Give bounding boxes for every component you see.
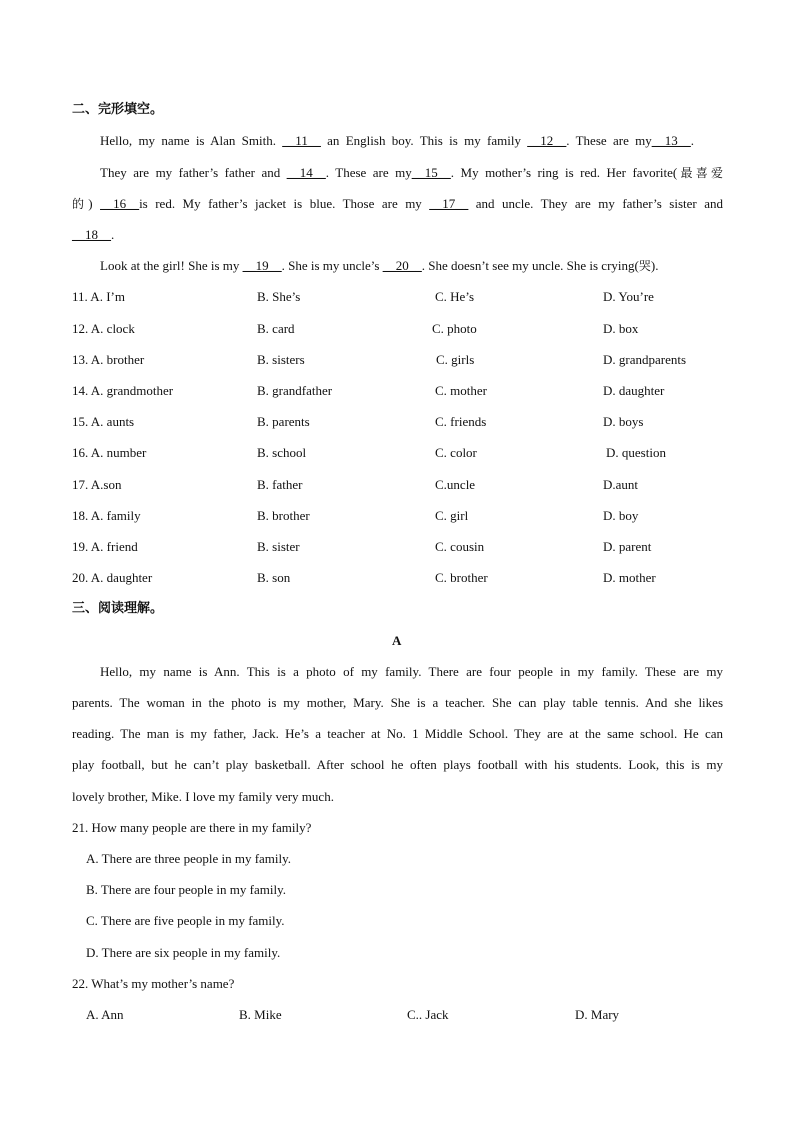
option-13-a[interactable]: 13. A. brother xyxy=(72,352,145,367)
option-12-a[interactable]: 12. A. clock xyxy=(72,321,135,336)
option-20-c[interactable]: C. brother xyxy=(435,570,488,585)
option-15-c[interactable]: C. friends xyxy=(435,414,487,429)
q21-option-a[interactable]: A. There are three people in my family. xyxy=(86,851,292,866)
option-19-b[interactable]: B. sister xyxy=(257,539,300,554)
option-20-a[interactable]: 20. A. daughter xyxy=(72,570,153,585)
cloze-text: . These are my xyxy=(566,133,652,148)
chinese-gloss: 的 xyxy=(72,197,89,211)
passage-line-1: Hello, my name is Ann. This is a photo of my family. There are four people in my family. These are my xyxy=(100,664,723,679)
chinese-gloss: 最喜爱 xyxy=(677,166,723,180)
cloze-line-3 xyxy=(72,196,723,212)
cloze-line-4 xyxy=(72,227,114,243)
option-16-b[interactable]: B. school xyxy=(257,445,307,460)
option-15-d[interactable]: D. boys xyxy=(603,414,644,429)
cloze-text: . She doesn’t see my uncle. She is crying( xyxy=(421,258,639,273)
cloze-text: . xyxy=(690,133,695,148)
q21-option-c[interactable]: C. There are five people in my family. xyxy=(86,913,285,928)
option-16-d[interactable]: D. question xyxy=(606,445,666,460)
passage-line-4: play football, but he can’t play basketball. After school he often plays football with his students. Look, this is my xyxy=(72,757,723,772)
chinese-gloss: 哭 xyxy=(638,259,651,273)
passage-line-3: reading. The man is my father, Jack. He’s a teacher at No. 1 Middle School. They are at the same school. He can xyxy=(72,726,723,741)
cloze-text: . These are my xyxy=(325,165,412,180)
option-17-c[interactable]: C.uncle xyxy=(435,477,476,492)
q22-option-b[interactable]: B. Mike xyxy=(239,1007,282,1022)
cloze-line-1 xyxy=(100,133,694,149)
option-19-c[interactable]: C. cousin xyxy=(435,539,485,554)
blank-13: __13__ xyxy=(651,133,691,148)
option-18-a[interactable]: 18. A. family xyxy=(72,508,141,523)
blank-19: __19__ xyxy=(242,258,282,273)
blank-14: __14__ xyxy=(286,165,326,180)
q22-option-c[interactable]: C.. Jack xyxy=(407,1007,449,1022)
option-19-d[interactable]: D. parent xyxy=(603,539,652,554)
option-17-b[interactable]: B. father xyxy=(257,477,303,492)
option-16-a[interactable]: 16. A. number xyxy=(72,445,147,460)
cloze-text: an English boy. This is my family xyxy=(320,133,528,148)
blank-18: __18__ xyxy=(72,227,111,242)
option-11-a[interactable]: 11. A. I’m xyxy=(72,289,125,304)
cloze-text: ). xyxy=(650,258,659,273)
blank-11: __11__ xyxy=(282,133,321,148)
option-13-c[interactable]: C. girls xyxy=(436,352,475,367)
question-21: 21. How many people are there in my family? xyxy=(72,820,312,835)
option-20-b[interactable]: B. son xyxy=(257,570,291,585)
blank-16: __16__ xyxy=(100,196,140,211)
option-14-b[interactable]: B. grandfather xyxy=(257,383,333,398)
cloze-text: . She is my uncle’s xyxy=(281,258,383,273)
blank-15: __15__ xyxy=(411,165,451,180)
q21-option-d[interactable]: D. There are six people in my family. xyxy=(86,945,281,960)
option-14-c[interactable]: C. mother xyxy=(435,383,487,398)
option-13-b[interactable]: B. sisters xyxy=(257,352,305,367)
cloze-text: . My mother’s ring is red. Her favorite( xyxy=(450,165,678,180)
option-11-c[interactable]: C. He’s xyxy=(435,289,474,304)
option-19-a[interactable]: 19. A. friend xyxy=(72,539,138,554)
option-14-d[interactable]: D. daughter xyxy=(603,383,665,398)
option-12-b[interactable]: B. card xyxy=(257,321,295,336)
cloze-text: and uncle. They are my father’s sister and xyxy=(468,196,723,211)
option-17-a[interactable]: 17. A.son xyxy=(72,477,122,492)
option-12-d[interactable]: D. box xyxy=(603,321,639,336)
option-18-b[interactable]: B. brother xyxy=(257,508,310,523)
option-12-c[interactable]: C. photo xyxy=(432,321,477,336)
passage-line-5: lovely brother, Mike. I love my family very much. xyxy=(72,789,334,804)
option-15-b[interactable]: B. parents xyxy=(257,414,310,429)
option-20-d[interactable]: D. mother xyxy=(603,570,656,585)
cloze-text: ) xyxy=(88,196,101,211)
section-heading-reading: 三、阅读理解。 xyxy=(72,601,164,616)
cloze-text: They are my father’s father and xyxy=(100,165,287,180)
q21-option-b[interactable]: B. There are four people in my family. xyxy=(86,882,286,897)
passage-line-2: parents. The woman in the photo is my mother, Mary. She is a teacher. She can play table tennis. And she likes xyxy=(72,695,723,710)
blank-12: __12__ xyxy=(527,133,567,148)
option-18-c[interactable]: C. girl xyxy=(435,508,469,523)
option-11-b[interactable]: B. She’s xyxy=(257,289,301,304)
section-heading-cloze: 二、完形填空。 xyxy=(72,102,164,117)
cloze-text: Look at the girl! She is my xyxy=(100,258,243,273)
option-17-d[interactable]: D.aunt xyxy=(603,477,639,492)
option-18-d[interactable]: D. boy xyxy=(603,508,639,523)
cloze-text: Hello, my name is Alan Smith. xyxy=(100,133,283,148)
option-14-a[interactable]: 14. A. grandmother xyxy=(72,383,174,398)
option-16-c[interactable]: C. color xyxy=(435,445,477,460)
cloze-line-2 xyxy=(100,165,723,181)
blank-17: __17__ xyxy=(429,196,469,211)
q22-option-d[interactable]: D. Mary xyxy=(575,1007,620,1022)
cloze-paragraph-2 xyxy=(100,258,658,274)
passage-label: A xyxy=(392,633,402,648)
cloze-text: is red. My father’s jacket is blue. Those are my xyxy=(139,196,430,211)
blank-20: __20__ xyxy=(382,258,422,273)
option-13-d[interactable]: D. grandparents xyxy=(603,352,687,367)
question-22: 22. What’s my mother’s name? xyxy=(72,976,235,991)
option-15-a[interactable]: 15. A. aunts xyxy=(72,414,135,429)
cloze-text: . xyxy=(111,227,115,242)
q22-option-a[interactable]: A. Ann xyxy=(86,1007,124,1022)
option-11-d[interactable]: D. You’re xyxy=(603,289,654,304)
